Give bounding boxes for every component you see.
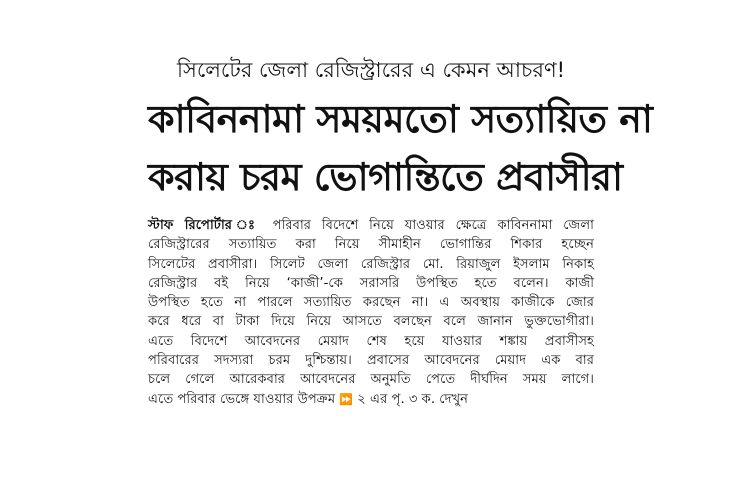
- jump-arrow-icon: ⏩: [339, 392, 354, 406]
- body-line-1: [148, 216, 594, 235]
- news-clipping: [148, 56, 653, 409]
- body-line-4: রেজিস্ট্রার বই নিয়ে ‘কাজী’-কে সরাসরি উপস্থিত হতে বলেন। কাজী: [148, 275, 594, 291]
- main-headline-line-2: করায় চরম ভোগান্তিতে প্রবাসীরা: [148, 155, 623, 199]
- body-text-10: এতে পরিবার ভেঙ্গে যাওয়ার উপক্রম: [148, 391, 336, 407]
- article-body: [148, 216, 594, 409]
- kicker-headline: সিলেটের জেলা রেজিস্ট্রারের এ কেমন আচরণ!: [176, 58, 566, 82]
- body-line-6: করে ধরে বা টাকা দিয়ে নিয়ে আসতে বলছেন বলে জানান ভুক্তভোগীরা।: [148, 314, 594, 330]
- body-line-3: সিলেটের প্রবাসীরা। সিলেট জেলা রেজিস্ট্রার মো. রিয়াজুল ইসলাম নিকাহ: [148, 256, 594, 272]
- main-headline-line-1: কাবিননামা সময়মতো সত্যায়িত না: [148, 97, 653, 141]
- body-line-9: চলে গেলে আরেকবার আবেদনের অনুমতি পেতে দীর্ঘদিন সময় লাগে।: [148, 372, 594, 388]
- body-line-5: উপস্থিত হতে না পারলে সত্যায়িত করছেন না। এ অবস্থায় কাজীকে জোর: [148, 295, 594, 311]
- body-line-7: এতে বিদেশে আবেদনের মেয়াদ শেষ হয়ে যাওয়ার শঙ্কায় প্রবাসীসহ: [148, 333, 594, 349]
- byline: স্টাফ রিপোর্টার ঃ: [148, 218, 262, 233]
- continuation-ref: ২ এর পৃ. ৩ ক. দেখুন: [357, 391, 469, 407]
- body-line-2: রেজিস্ট্রারের সত্যায়িত করা নিয়ে সীমাহীন ভোগান্তির শিকার হচ্ছেন: [148, 237, 594, 253]
- body-line-10: [148, 390, 594, 409]
- body-text-1: পরিবার বিদেশে নিয়ে যাওয়ার ক্ষেত্রে কাবিননামা জেলা: [272, 218, 594, 233]
- body-line-8: পরিবারের সদস্যরা চরম দুশ্চিন্তায়। প্রবাসের আবেদনের মেয়াদ এক বার: [148, 353, 594, 369]
